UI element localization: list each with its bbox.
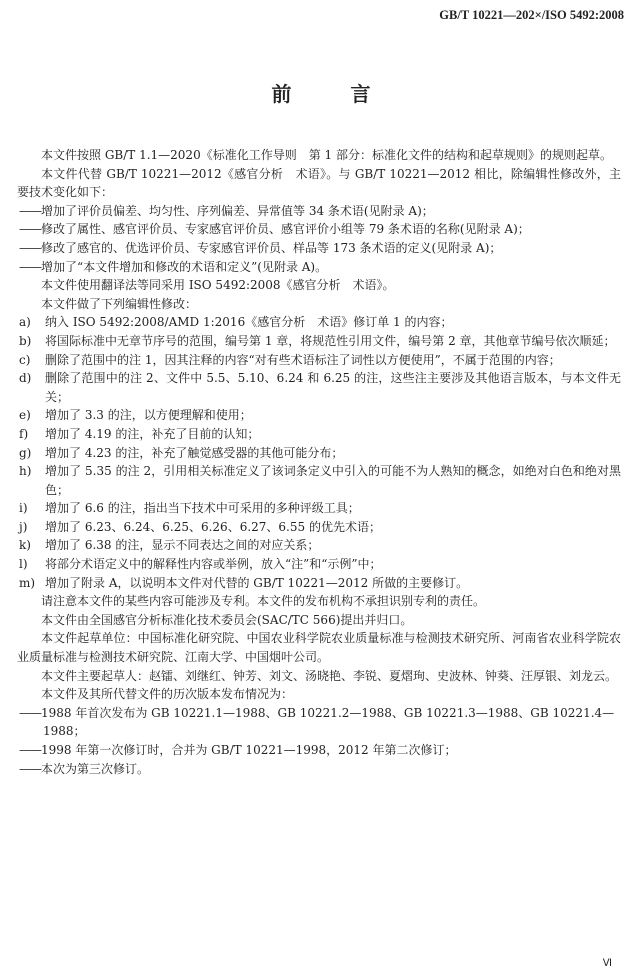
translation-paragraph: 本文件使用翻译法等同采用 ISO 5492:2008《感官分析 术语》。	[41, 278, 395, 293]
intro-paragraph-1: 本文件按照 GB/T 1.1—2020《标准化工作导则 第 1 部分：标准化文件的结构和起草规则》的规则起草。	[41, 148, 612, 162]
preface-body	[17, 146, 621, 778]
editorial-item: d) 删除了范围中的注 2、文件中 5.5、5.10、6.24 和 6.25 的注，这些注主要涉及其他语言版本，与本文件无关；	[19, 371, 621, 404]
patent-notice: 请注意本文件的某些内容可能涉及专利。本文件的发布机构不承担识别专利的责任。	[41, 594, 486, 609]
change-item: ——修改了属性、感官评价员、专家感官评价员、感官评价小组等 79 条术语的名称(见附录 A)；	[19, 222, 530, 237]
editorial-item: e) 增加了 3.3 的注，以方便理解和使用；	[19, 408, 252, 423]
history-intro: 本文件及其所代替文件的历次版本发布情况为：	[41, 687, 294, 702]
editorial-item: a) 纳入 ISO 5492:2008/AMD 1:2016《感官分析 术语》修订单 1 的内容；	[19, 315, 453, 330]
editorial-item: i) 增加了 6.6 的注，指出当下技术中可采用的多种评级工具；	[19, 501, 360, 516]
history-item: ——1998 年第一次修订时，合并为 GB/T 10221—1998，2012 年第二次修订；	[19, 743, 457, 757]
editorial-item: h) 增加了 5.35 的注 2，引用相关标准定义了该词条定义中引入的可能不为人熟知的概念，如绝对白色和绝对黑色；	[19, 464, 621, 497]
editorial-intro: 本文件做了下列编辑性修改：	[41, 296, 198, 311]
editorial-item: b) 将国际标准中无章节序号的范围，编号第 1 章，将规范性引用文件，编号第 2 章，其他章节编号依次顺延；	[19, 333, 616, 348]
history-item: ——本次为第三次修订。	[19, 761, 150, 776]
page-number: Ⅵ	[602, 958, 612, 969]
editorial-item: c) 删除了范围中的注 1，因其注释的内容“对有些术语标注了词性以方便使用”，不属于范围的内容；	[19, 352, 561, 367]
drafters-paragraph: 本文件主要起草人：赵镭、刘继红、钟芳、刘文、汤晓艳、李锐、夏熠珣、史波林、钟葵、汪厚银、刘龙云。	[41, 668, 618, 683]
change-item: ——增加了“本文件增加和修改的术语和定义”(见附录 A)。	[19, 259, 328, 274]
editorial-item: j) 增加了 6.23、6.24、6.25、6.26、6.27、6.55 的优先术语；	[19, 519, 381, 534]
intro-paragraph-2: 本文件代替 GB/T 10221—2012《感官分析 术语》。与 GB/T 10221—2012 相比，除编辑性修改外，主要技术变化如下：	[17, 166, 621, 200]
history-item: ——1988 年首次发布为 GB 10221.1—1988、GB 10221.2—1988、GB 10221.3—1988、GB 10221.4—1988；	[19, 705, 615, 739]
drafting-units-paragraph: 本文件起草单位：中国标准化研究院、中国农业科学院农业质量标准与检测技术研究所、河南省农业科学院农业质量标准与检测技术研究院、江南大学、中国烟叶公司。	[17, 631, 621, 665]
editorial-item: f) 增加了 4.19 的注，补充了目前的认知；	[19, 426, 260, 441]
change-item: ——修改了感官的、优选评价员、专家感官评价员、样品等 173 条术语的定义(见附录 A)；	[19, 240, 502, 255]
editorial-item: l) 将部分术语定义中的解释性内容或举例，放入“注”和“示例”中；	[19, 557, 382, 572]
page-title: 前 言	[271, 82, 397, 106]
document-header: GB/T 10221—202×/ISO 5492:2008	[439, 8, 624, 22]
editorial-item: k) 增加了 6.38 的注，显示不同表达之间的对应关系；	[19, 538, 320, 553]
proposer-paragraph: 本文件由全国感官分析标准化技术委员会(SAC/TC 566)提出并归口。	[41, 612, 413, 627]
editorial-item: m) 增加了附录 A，以说明本文件对代替的 GB/T 10221—2012 所做的主要修订。	[19, 575, 469, 590]
change-item: ——增加了评价员偏差、均匀性、序列偏差、异常值等 34 条术语(见附录 A)；	[19, 203, 434, 218]
editorial-item: g) 增加了 4.23 的注，补充了触觉感受器的其他可能分布；	[19, 445, 344, 460]
